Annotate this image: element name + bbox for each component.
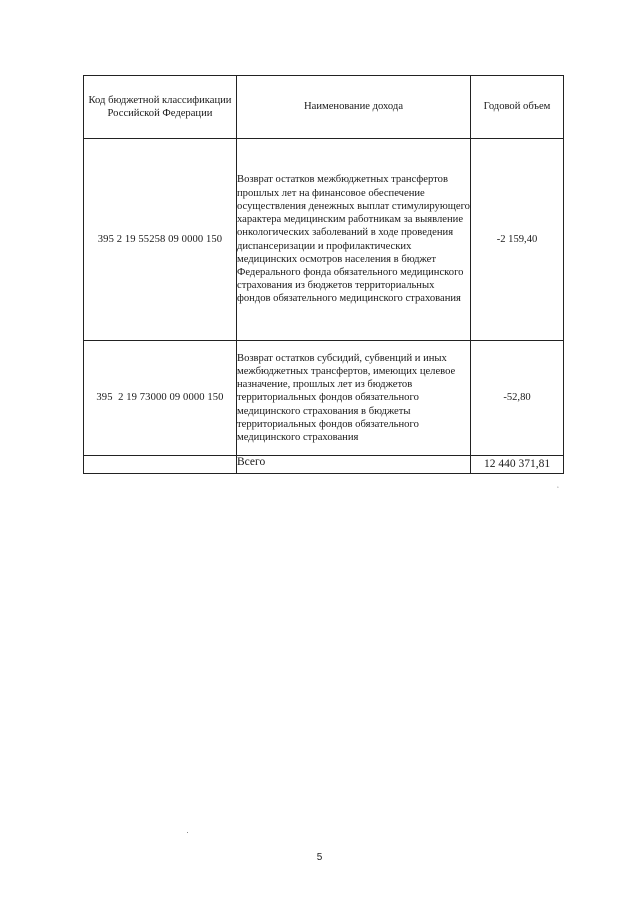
header-code: Код бюджетной классификации Российской Федерации bbox=[84, 76, 237, 139]
table-row bbox=[84, 139, 564, 341]
row-name: Возврат остатков субсидий, субвенций и иных межбюджетных трансфертов, имеющих целевое назначение, прошлых лет из бюджетов территориальных фондов обязательного медицинского страхования в бюджеты территориальных фондов обязательного медицинского страхования bbox=[237, 341, 471, 456]
table-row bbox=[84, 341, 564, 456]
income-table bbox=[83, 75, 564, 474]
header-name: Наименование дохода bbox=[237, 76, 471, 139]
page-number: 5 bbox=[316, 852, 323, 863]
row-code: 395 2 19 73000 09 0000 150 bbox=[84, 341, 237, 456]
row-volume: -52,80 bbox=[471, 341, 564, 456]
total-value: 12 440 371,81 bbox=[471, 456, 564, 474]
scan-mark: ᵒ bbox=[557, 485, 559, 490]
total-label: Всего bbox=[237, 456, 471, 474]
header-volume: Годовой объем bbox=[471, 76, 564, 139]
scan-speck bbox=[187, 832, 188, 833]
row-name: Возврат остатков межбюджетных трансфертов прошлых лет на финансовое обеспечение осуществления денежных выплат стимулирующего характера медицинским работникам за выявление онкологических заболеваний в ходе проведения диспансеризации и профилактических медицинских осмотров населения в бюджет Федерального фонда обязательного медицинского страхования из бюджетов территориальных фондов обязательного медицинского страхования bbox=[237, 139, 471, 341]
total-empty-cell bbox=[84, 456, 237, 474]
row-volume: -2 159,40 bbox=[471, 139, 564, 341]
table-header-row bbox=[84, 76, 564, 139]
total-row bbox=[84, 456, 564, 474]
row-code: 395 2 19 55258 09 0000 150 bbox=[84, 139, 237, 341]
